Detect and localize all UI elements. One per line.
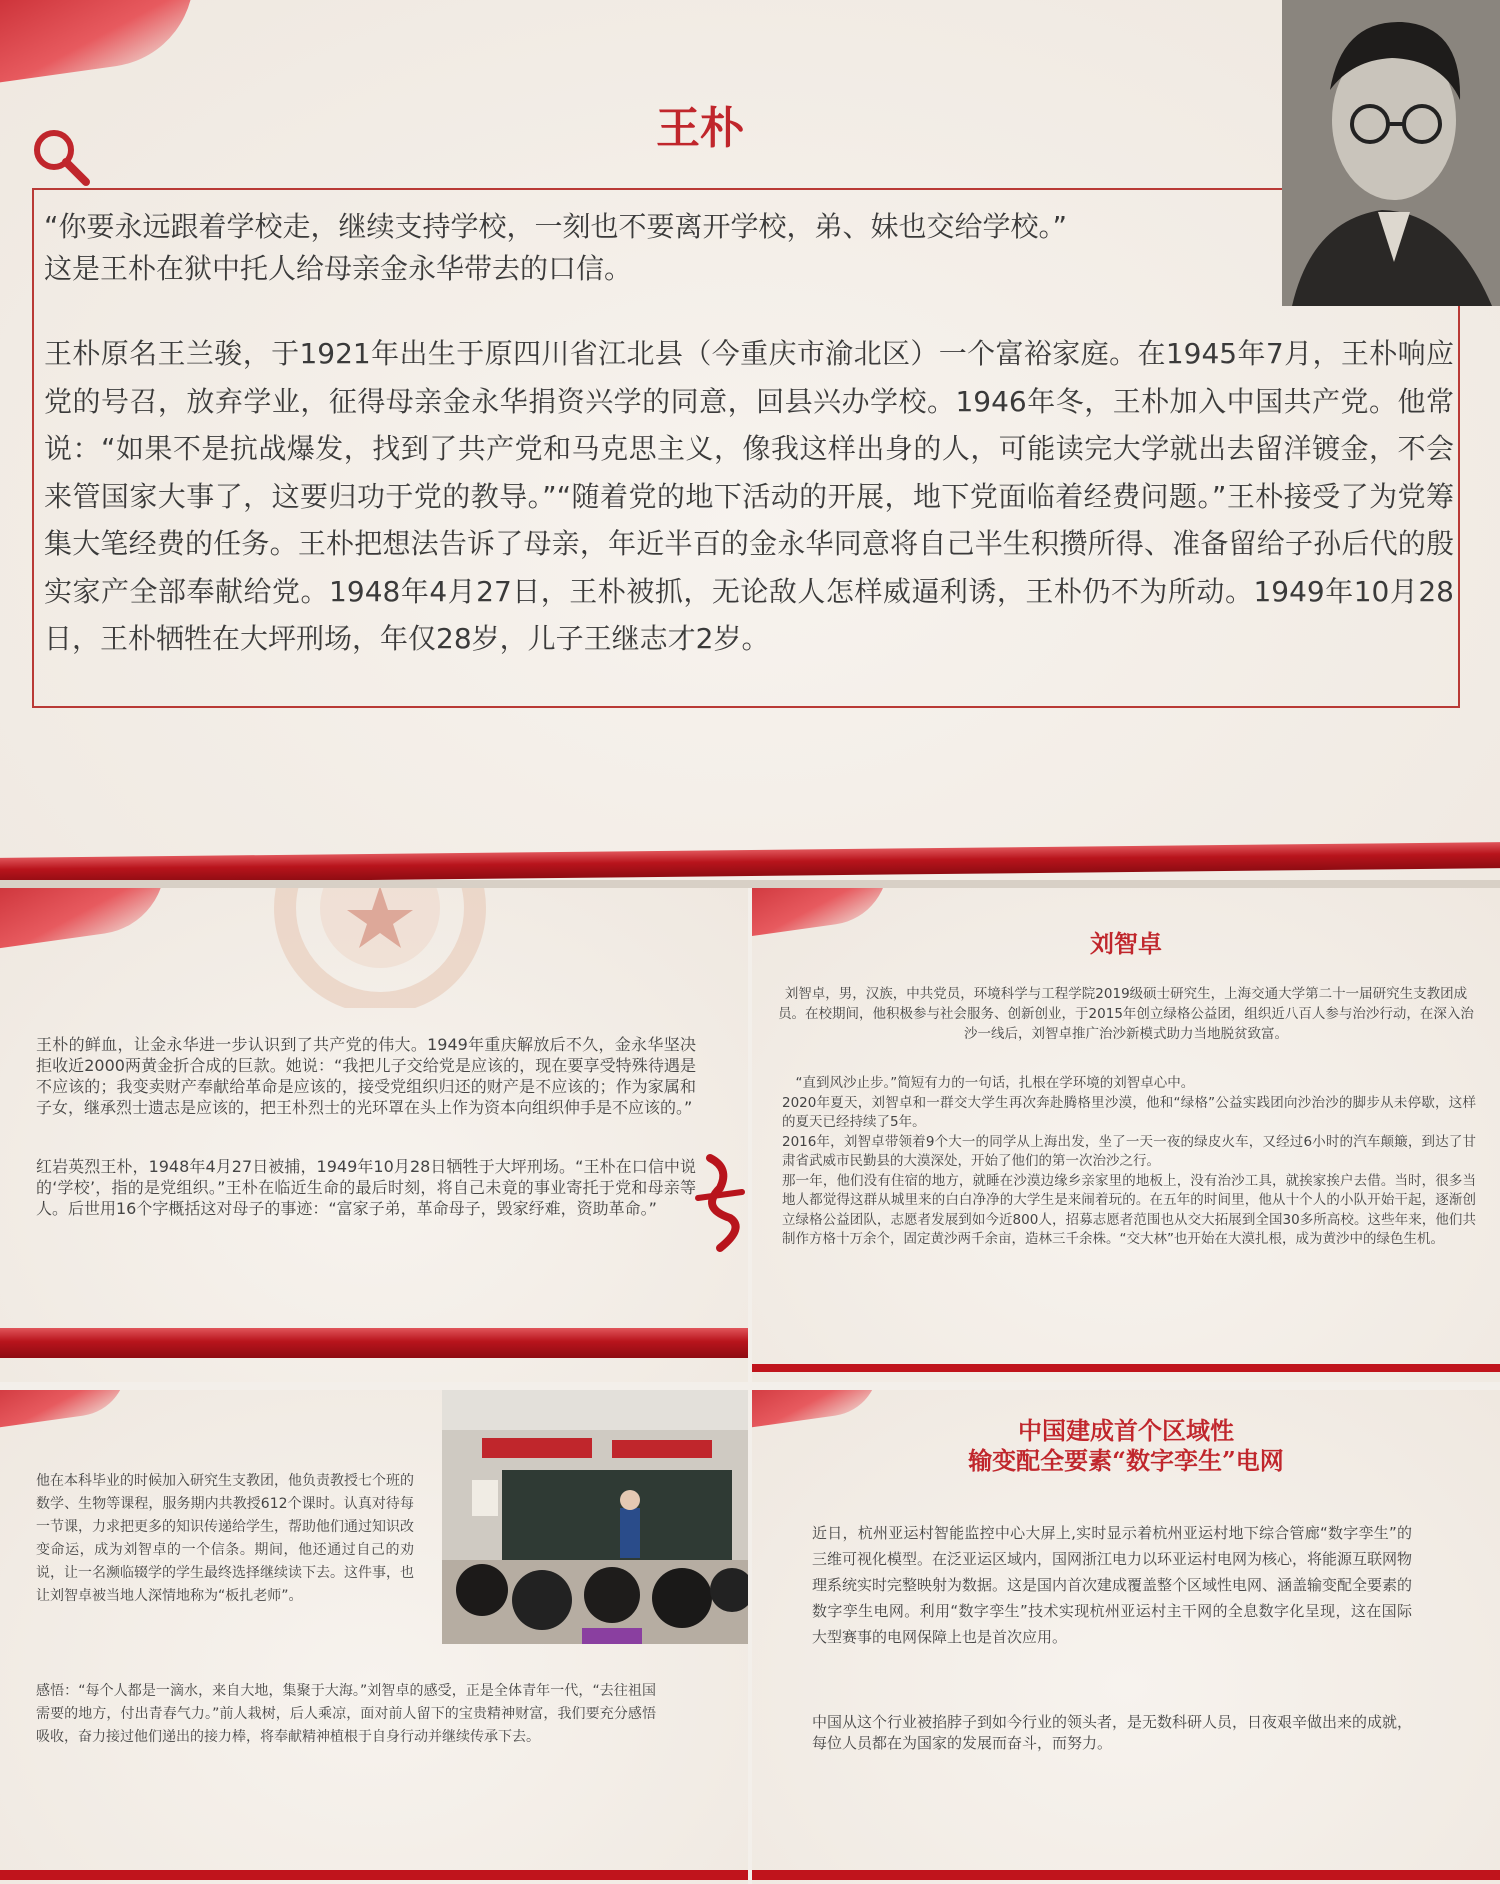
slide3-p3: 2016年，刘智卓带领着9个大一的同学从上海出发，坐了一天一夜的绿皮火车，又经过6小时的汽车颠簸，到达了甘肃省武威市民勤县的大漠深处，开始了他们的第一次治沙之行。 [782,1133,1476,1169]
slide2-para2: 红岩英烈王朴，1948年4月27日被捕，1949年10月28日牺牲于大坪刑场。“王朴在口信中说的‘学校’，指的是党组织。”王朴在临近生命的最后时刻，将自己未竟的事业寄托于党和母亲等人。后世用16个字概括这对母子的事迹：“富家子弟，革命母子，毁家纾难，资助革命。” [36,1157,696,1218]
slide-liu-teaching [0,1390,748,1884]
classroom-photo [442,1390,748,1644]
page-title: 王朴 [656,103,744,154]
classroom-icon [442,1390,748,1644]
slide4-p1: 他在本科毕业的时候加入研究生支教团，他负责教授七个班的数学、生物等课程，服务期内共教授612个课时。认真对待每一节课，力求把更多的知识传递给学生，帮助他们通过知识改变命运，成为刘智卓的一个信条。期间，他还通过自己的劝说，让一名濒临辍学的学生最终选择继续读下去。这件事，也让刘智卓被当地人深情地称为“板扎老师”。 [36,1473,414,1604]
slide5-p2: 中国从这个行业被掐脖子到如今行业的领头者，是无数科研人员，日夜艰辛做出来的成就，每位人员都在为国家的发展而奋斗，而努力。 [812,1713,1413,1752]
decorative-swoosh [752,888,895,940]
slide3-title: 刘智卓 [1090,929,1162,958]
quote-note: 这是王朴在狱中托人给母亲金永华带去的口信。 [44,252,633,285]
decorative-ribbon [752,1870,1500,1880]
decorative-ribbon [752,1364,1500,1372]
slide3-p2: 2020年夏天，刘智卓和一群交大学生再次奔赴腾格里沙漠，他和“绿格”公益实践团向沙治沙的脚步从未停歇，这样的夏天已经持续了5年。 [782,1094,1476,1130]
slide3-p1: “直到风沙止步。”简短有力的一句话，扎根在学环境的刘智卓心中。 [795,1075,1195,1091]
slide-divider [0,880,1500,888]
slide5-p1: 近日，杭州亚运村智能监控中心大屏上,实时显示着杭州亚运村地下综合管廊“数字孪生”的三维可视化模型。在泛亚运区域内，国网浙江电力以环亚运村电网为核心，将能源互联网物理系统实时完整映射为数据。这是国内首次建成覆盖整个区域性电网、涵盖输变配全要素的数字孪生电网。利用“数字孪生”技术实现杭州亚运村主干网的全息数字化呈现，这在国际大型赛事的电网保障上也是首次应用。 [812,1524,1413,1646]
slide3-p4: 那一年，他们没有住宿的地方，就睡在沙漠边缘乡亲家里的地板上，没有治沙工具，就挨家挨户去借。当时，很多当地人都觉得这群从城里来的白白净净的大学生是来闹着玩的。在五年的时间里，他从十个人的小队开始干起，逐渐创立绿格公益团队，志愿者发展到如今近800人，招募志愿者范围也从交大拓展到全国30多所高校。这些年来，他们共制作方格十万余个，固定黄沙两千余亩，造林三千余株。“交大林”也开始在大漠扎根，成为黄沙中的绿色生机。 [782,1172,1476,1247]
bio-paragraph: 王朴原名王兰骏，于1921年出生于原四川省江北县（今重庆市渝北区）一个富裕家庭。在1945年7月，王朴响应党的号召，放弃学业，征得母亲金永华捐资兴学的同意，回县兴办学校。1946年冬，王朴加入中国共产党。他常说：“如果不是抗战爆发，找到了共产党和马克思主义，像我这样出身的人，可能读完大学就出去留洋镀金，不会来管国家大事了，这要归功于党的教导。”“随着党的地下活动的开展，地下党面临着经费问题。”王朴接受了为党筹集大笔经费的任务。王朴把想法告诉了母亲，年近半百的金永华同意将自己半生积攒所得、准备留给子孙后代的殷实家产全部奉献给党。1948年4月27日，王朴被抓，无论敌人怎样威逼利诱，王朴仍不为所动。1949年10月28日，王朴牺牲在大坪刑场，年仅28岁，儿子王继志才2岁。 [44,337,1454,655]
emblem-icon [255,888,505,1008]
slide-jin-yonghua [0,888,748,1382]
slide-wang-pu [0,0,1500,885]
calligraphy-icon [690,1148,748,1258]
slide-liu-zhizhuo [752,888,1500,1382]
slide3-intro: 刘智卓，男，汉族，中共党员，环境科学与工程学院2019级硕士研究生，上海交通大学第二十一届研究生支教团成员。在校期间，他积极参与社会服务、创新创业，于2015年创立绿格公益团，组织近八百人参与治沙行动，在深入治沙一线后，刘智卓推广治沙新模式助力当地脱贫致富。 [778,986,1474,1042]
decorative-swoosh [0,888,174,952]
decorative-ribbon [0,842,1500,884]
slide4-p2: 感悟：“每个人都是一滴水，来自大地，集聚于大海。”刘智卓的感受，正是全体青年一代，“去往祖国需要的地方，付出青春气力。”前人栽树，后人乘凉，面对前人留下的宝贵精神财富，我们要充分感悟吸收，奋力接过他们递出的接力棒，将奉献精神植根于自身行动并继续传承下去。 [36,1683,656,1745]
slide5-title-line2: 输变配全要素“数字孪生”电网 [968,1446,1284,1475]
decorative-ribbon [0,1328,748,1358]
slide5-title-line1: 中国建成首个区域性 [1018,1416,1234,1445]
search-icon [30,126,92,188]
slide-digital-twin [752,1390,1500,1884]
quote-text: “你要永远跟着学校走，继续支持学校，一刻也不要离开学校，弟、妹也交给学校。” [44,210,1068,243]
decorative-ribbon [0,1870,748,1880]
slide2-para1: 王朴的鲜血，让金永华进一步认识到了共产党的伟大。1949年重庆解放后不久，金永华坚决拒收近2000两黄金折合成的巨款。她说：“我把儿子交给党是应该的，现在要享受特殊待遇是不应该的；我变卖财产奉献给革命是应该的，接受党组织归还的财产是不应该的；作为家属和子女，继承烈士遗志是应该的，把王朴烈士的光环罩在头上作为资本向组织伸手是不应该的。” [36,1035,696,1117]
decorative-swoosh [0,1390,133,1431]
decorative-swoosh [0,0,205,86]
